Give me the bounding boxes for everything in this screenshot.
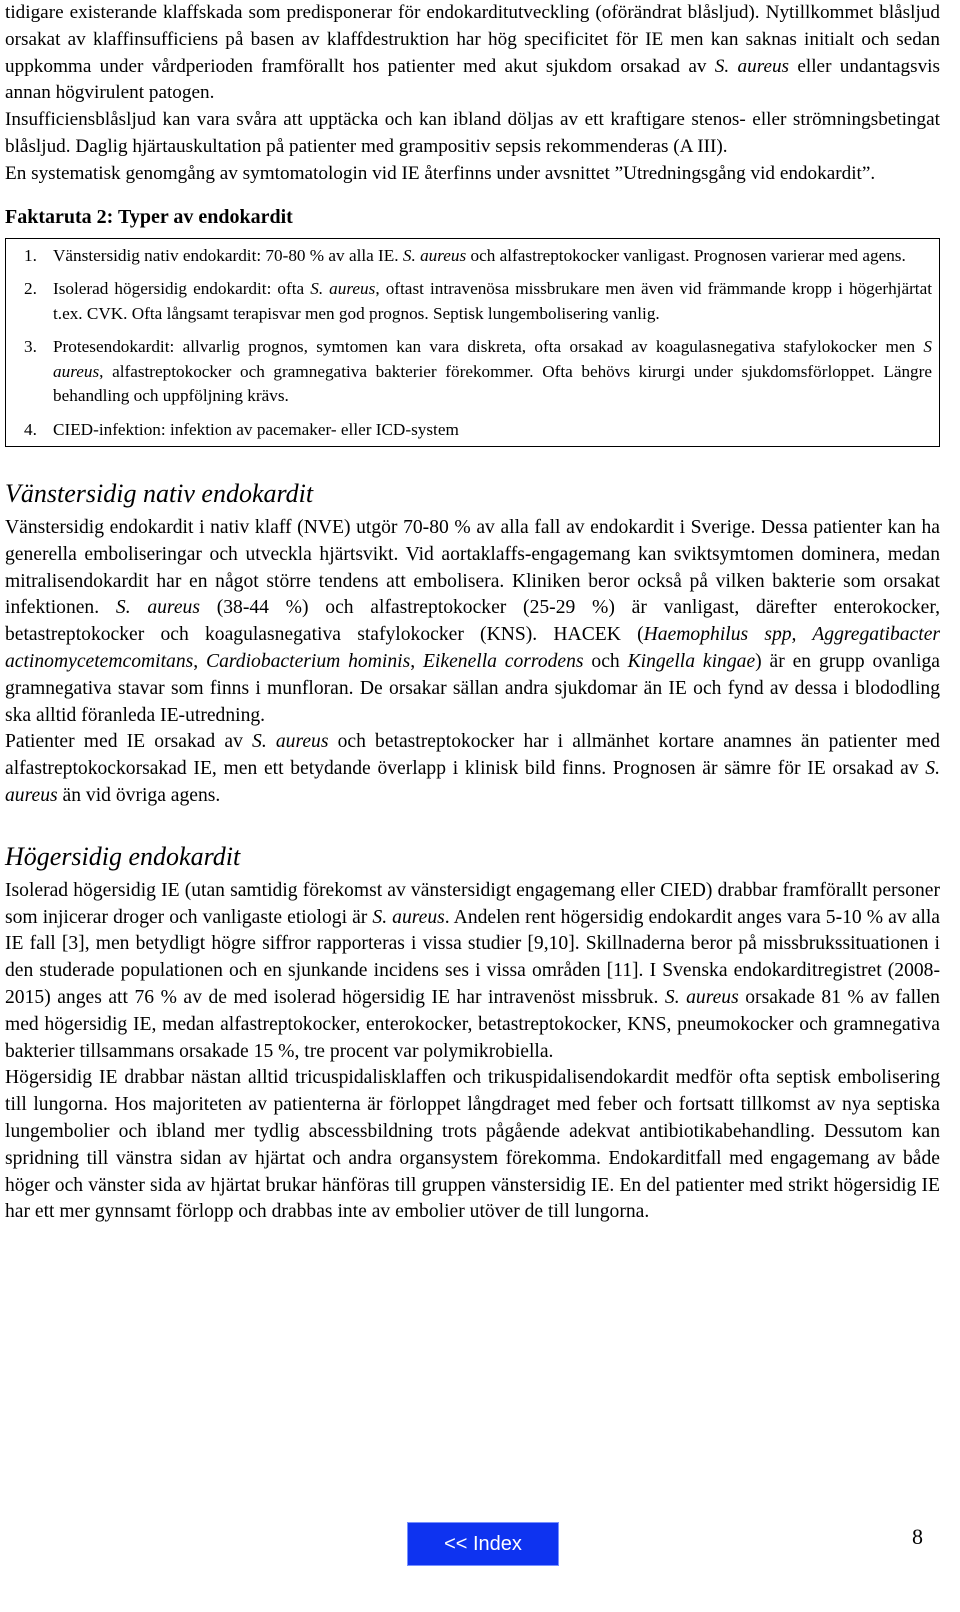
list-number: 1.: [24, 245, 37, 265]
right-sided-paragraph-2: Högersidig IE drabbar nästan alltid tricuspidalisklaffen och trikuspidalisendokardit medför ofta septisk embolisering till lungorna. Hos majoriteten av patienterna är förloppet långdraget med feber och fortsatt tillkomst av nya septiska lungembolier och ibland mer tydlig abscessbildning trots pågående adekvat antibiotikabehandling. Dessutom kan spridning till vänstra sidan av hjärtat och andra organsystem förekomma. Endokarditfall med engagemang av både höger och vänster sida av hjärtat brukar hänföras till gruppen vänstersidig IE. En del patienter med strikt högersidig IE har ett mer gynnsamt förlopp och drabbas inte av embolier utöver de till lungorna.: [5, 1067, 940, 1223]
text-run: , alfastreptokocker och gramnegativa bakterier förekommer. Ofta behövs kirurgi under sjukdomsförloppet. Längre behandling och uppföljning krävs.: [53, 361, 932, 406]
intro-paragraph-2: Insufficiensblåsljud kan vara svåra att upptäcka och kan ibland döljas av ett kraftigare stenos- eller strömningsbetingat blåsljud. Daglig hjärtauskultation på patienter med grampositiv sepsis rekommenderas (A III).: [5, 109, 940, 157]
text-run: Isolerad högersidig IE (utan samtidig förekomst av vänstersidigt engagemang eller CIED) drabbar framförallt personer som injicerar droger och vanligaste etiologi är: [5, 879, 940, 928]
page-number: 8: [912, 1524, 923, 1549]
text-run: och betastreptokocker har i allmänhet kortare anamnes än patienter med alfastreptokockorsakad IE, men ett betydande överlapp i klinisk bild finns. Prognosen är sämre för IE orsakad av: [5, 731, 940, 780]
list-text: [53, 244, 932, 269]
section-heading-left-sided: Vänstersidig nativ endokardit: [5, 479, 314, 509]
factbox-item: [13, 418, 932, 443]
factbox-item: [13, 335, 932, 409]
factbox: [5, 238, 940, 448]
species-name: Haemophilus spp, Aggregatibacter actinomycetemcomitans: [5, 624, 941, 673]
text-run: Patienter med IE orsakad av: [5, 731, 253, 753]
species-name: Cardiobacterium hominis: [206, 651, 411, 673]
text-run: Vänstersidig endokardit i nativ klaff (NVE) utgör 70-80 % av alla fall av endokardit i Sverige. Dessa patienter kan ha generella emboliseringar och utveckla hjärtsvikt. Vid aortaklaffs-engagemang kan sviktsymtomen dominera, medan mitralisendokardit har en något större tendens att embolisera. Kliniken beror också på vilken bakterie som orsakat infektionen.: [5, 517, 940, 619]
list-text: [53, 277, 932, 326]
left-sided-paragraph-1: [5, 515, 940, 729]
document-page: [5, 0, 940, 1226]
text-run: än vid övriga agens.: [57, 785, 221, 807]
right-sided-paragraph-1: [5, 878, 940, 1066]
factbox-title: Faktaruta 2: Typer av endokardit: [5, 205, 293, 228]
left-sided-paragraph-2: [5, 729, 940, 809]
text-run: tidigare existerande klaffskada som predisponerar för endokarditutveckling (oförändrat blåsljud). Nytillkommet blåsljud orsakat av klaffinsufficiens på basen av klaffdestruktion har hög specificitet för IE men kan saknas initialt och sedan uppkomma under vårdperioden framförallt hos patienter med akut sjukdom orsakad av: [5, 2, 940, 77]
text-run: orsakade 81 % av fallen med högersidig IE, medan alfastreptokocker, enterokocker, betastreptokocker, KNS, pneumokocker och gramnegativa bakterier tillsammans orsakade 15 %, tre procent var polymikrobiella.: [5, 987, 940, 1062]
species-name: S. aureus: [664, 987, 739, 1009]
intro-section: [5, 0, 940, 188]
intro-paragraph-1: [5, 0, 940, 107]
text-run: Vänstersidig nativ endokardit: 70-80 % av alla IE.: [53, 245, 403, 265]
species-name: S. aureus: [372, 906, 445, 928]
text-run: ,: [193, 651, 207, 673]
text-run: och: [583, 651, 628, 673]
text-run: och alfastreptokocker vanligast. Prognosen varierar med agens.: [466, 245, 906, 265]
text-run: , oftast intravenösa missbrukare men även vid främmande kropp i högerhjärtat t.ex. CVK. Ofta långsamt terapisvar men god prognos. Septisk lungembolisering vanlig.: [53, 279, 932, 323]
text-run: ) är en grupp ovanliga gramnegativa stavar som finns i munfloran. De orsakar sällan andra sjukdomar än IE och fynd av dessa i blododling ska alltid föranleda IE-utredning.: [5, 651, 941, 726]
list-number: 3.: [24, 337, 37, 357]
species-name: S. aureus: [714, 55, 790, 77]
species-name: S. aureus: [402, 245, 467, 265]
text-run: CIED-infektion: infektion av pacemaker- eller ICD-system: [53, 419, 459, 439]
species-name: S. aureus: [5, 758, 940, 807]
list-text: [53, 335, 932, 409]
text-run: . Andelen rent högersidig endokardit anges vara 5-10 % av alla IE fall [3], men betydligt högre siffror rapporteras i vissa studier [9,10]. Skillnaderna beror på missbrukssituationen i den studerade populationen och en sjunkande incidens ses i vissa områden [11]. I Svenska endokarditregistret (2008-2015) anges att 76 % av de med isolerad högersidig IE har intravenöst missbruk.: [5, 906, 940, 1009]
text-run: eller undantagsvis annan högvirulent patogen.: [5, 55, 940, 104]
factbox-item: [13, 244, 932, 269]
section-heading-right-sided: Högersidig endokardit: [5, 841, 241, 871]
index-link-button[interactable]: << Index: [407, 1522, 559, 1566]
intro-paragraph-3: En systematisk genomgång av symtomatologin vid IE återfinns under avsnittet ”Utredningsgång vid endokardit”.: [5, 162, 876, 184]
list-number: 4.: [24, 419, 37, 439]
species-name: Kingella kingae: [627, 651, 756, 673]
list-number: 2.: [24, 279, 37, 299]
right-sided-section: [5, 878, 940, 1226]
text-run: Protesendokardit: allvarlig prognos, symtomen kan vara diskreta, ofta orsakad av koagulasnegativa stafylokocker men: [53, 337, 924, 357]
left-sided-section: [5, 515, 940, 810]
species-name: S. aureus: [252, 731, 329, 753]
text-run: Isolerad högersidig endokardit: ofta: [53, 279, 311, 299]
text-run: (38-44 %) och alfastreptokocker (25-29 %) är vanligast, därefter enterokocker, betastreptokocker och koagulasnegativa stafylokocker (KNS). HACEK (: [5, 597, 941, 646]
text-run: ,: [410, 651, 423, 673]
species-name: Eikenella corrodens: [422, 651, 584, 673]
species-name: S. aureus: [310, 279, 376, 299]
species-name: S. aureus: [115, 597, 200, 619]
species-name: S aureus: [53, 337, 932, 381]
factbox-item: [13, 277, 932, 326]
list-text: [53, 418, 932, 443]
